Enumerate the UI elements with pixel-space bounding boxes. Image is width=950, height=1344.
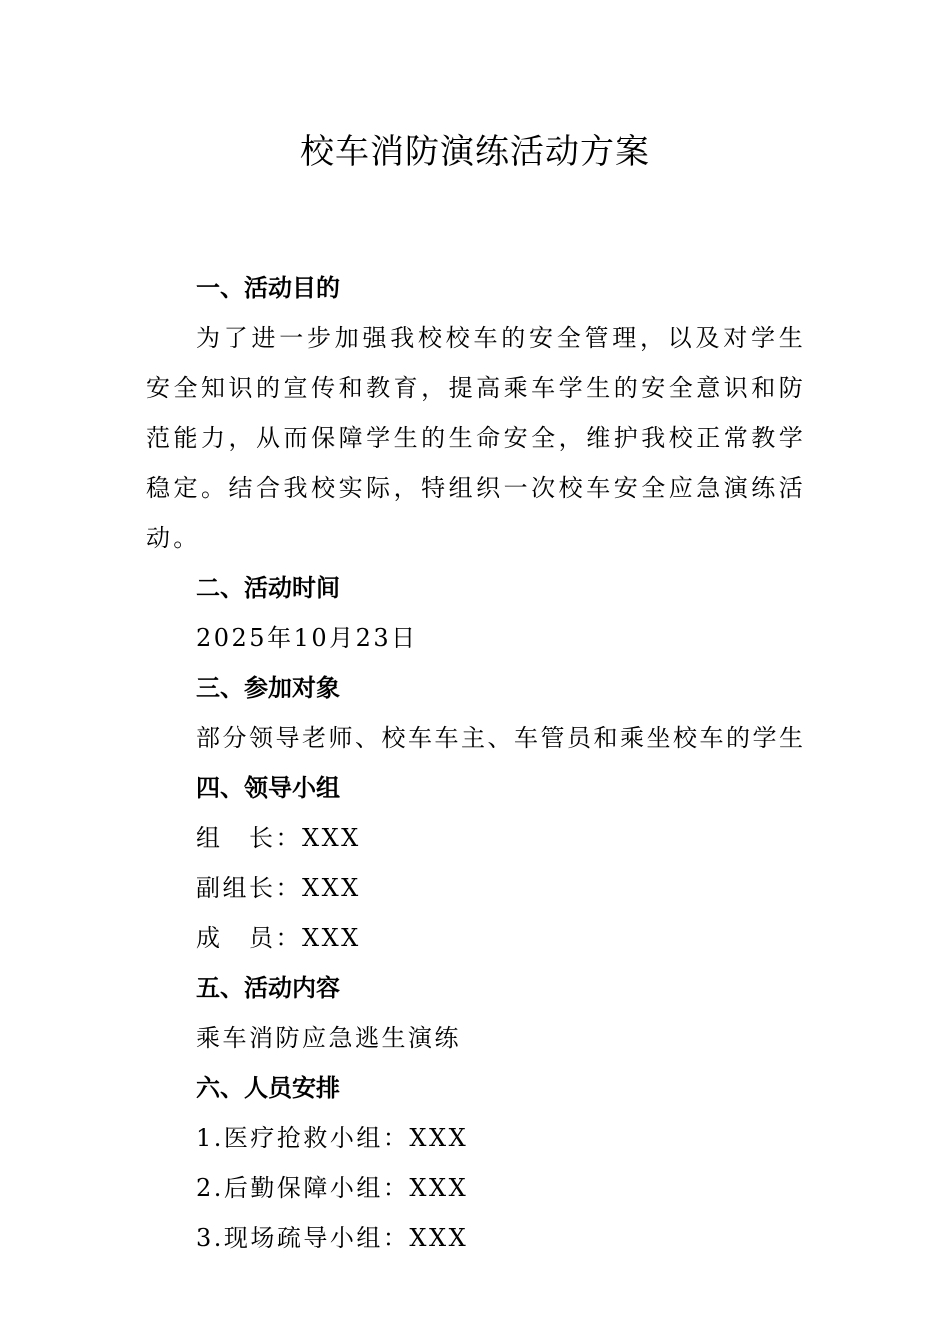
members-line: 成 员：XXX <box>196 924 361 952</box>
purpose-paragraph: 为了进一步加强我校校车的安全管理，以及对学生安全知识的宣传和教育，提高乘车学生的安全意识和防范能力，从而保障学生的生命安全，维护我校正常教学稳定。结合我校实际，特组织一次校车安全应急演练活动。 <box>146 324 806 552</box>
section-heading-content: 五、活动内容 <box>196 974 340 1002</box>
document-body <box>146 263 806 1263</box>
activity-content-text: 乘车消防应急逃生演练 <box>196 1024 461 1052</box>
deputy-leader-line: 副组长：XXX <box>196 874 361 902</box>
section-heading-time: 二、活动时间 <box>196 574 340 602</box>
section-heading-leadership: 四、领导小组 <box>196 774 340 802</box>
staffing-item-guidance: 3.现场疏导小组：XXX <box>196 1224 469 1252</box>
staffing-item-logistics: 2.后勤保障小组：XXX <box>196 1174 469 1202</box>
activity-date: 2025年10月23日 <box>196 624 418 652</box>
participants-text: 部分领导老师、校车车主、车管员和乘坐校车的学生 <box>196 724 806 752</box>
document-title: 校车消防演练活动方案 <box>300 132 650 172</box>
leader-line: 组 长：XXX <box>196 824 361 852</box>
section-heading-purpose: 一、活动目的 <box>196 274 340 302</box>
staffing-item-medical: 1.医疗抢救小组：XXX <box>196 1124 469 1152</box>
section-heading-staffing: 六、人员安排 <box>196 1074 340 1102</box>
section-heading-participants: 三、参加对象 <box>196 674 340 702</box>
